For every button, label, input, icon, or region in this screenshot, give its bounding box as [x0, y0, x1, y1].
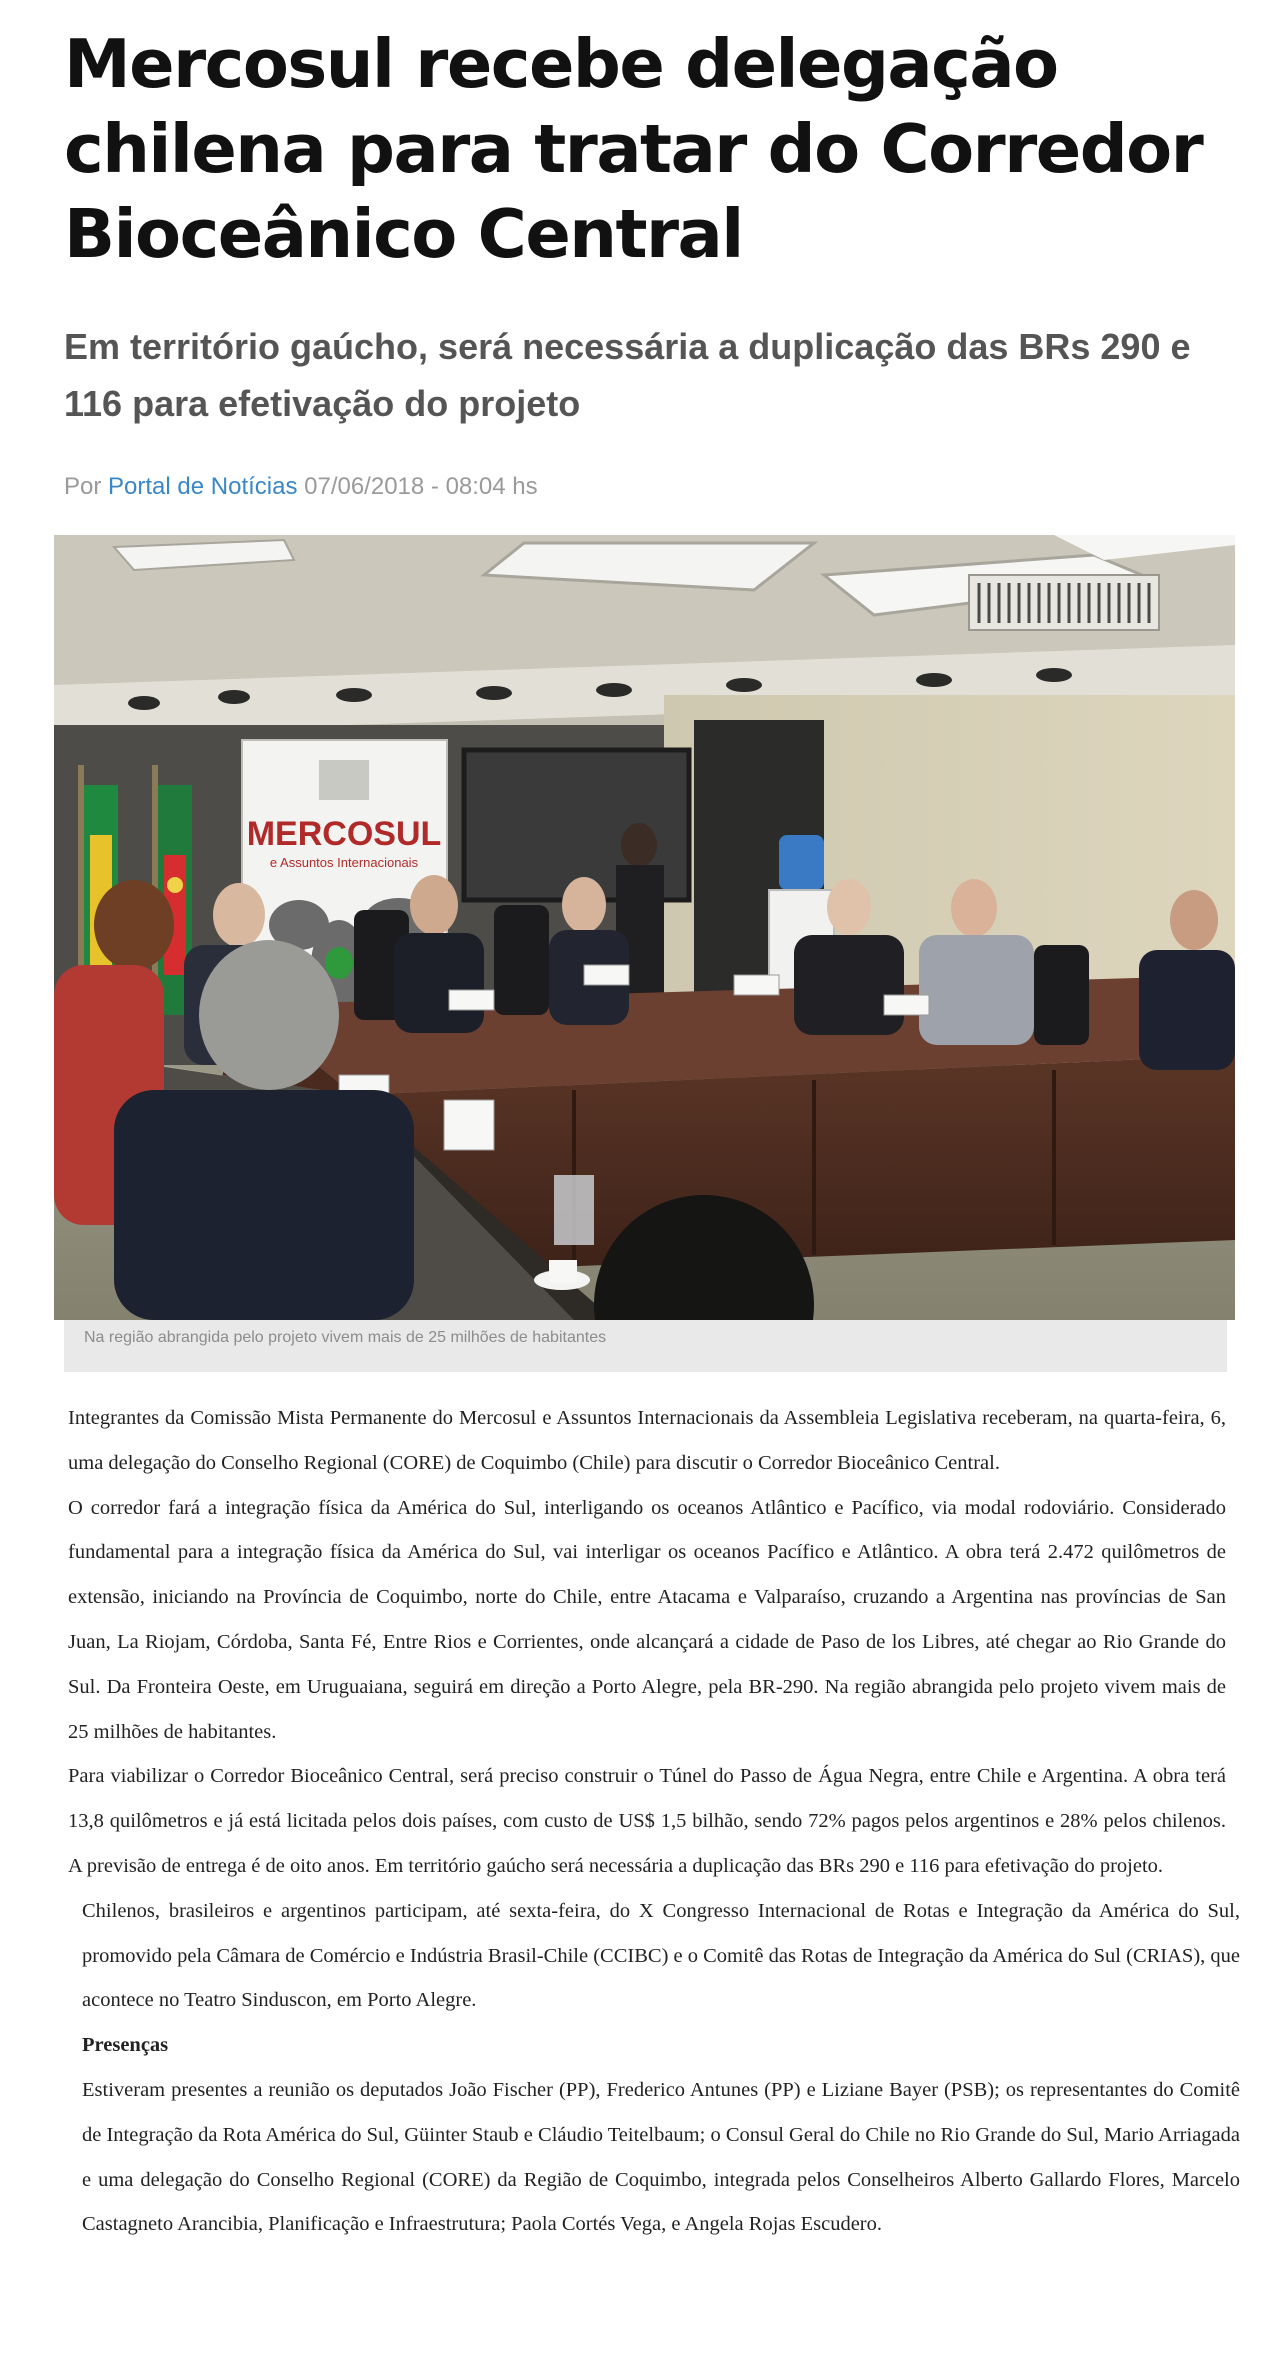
article-body — [68, 1396, 1240, 2247]
byline-prefix: Por — [64, 473, 102, 500]
congress-paragraph: Chilenos, brasileiros e argentinos participam, até sexta-feira, do X Congresso Internacional de Rotas e Integração da América do Sul, promovido pela Câmara de Comércio e Indústria Brasil-Chile (CCIBC) e o Comitê das Rotas de Integração da América do Sul (CRIAS), que acontece no Teatro Sinduscon, em Porto Alegre. — [82, 1899, 1240, 2012]
banner-subtitle: e Assuntos Internacionais — [269, 855, 419, 870]
banner-title: MERCOSUL — [246, 815, 442, 853]
indented-section — [68, 1889, 1240, 2247]
article-photo — [54, 535, 1235, 1320]
body-paragraph: Integrantes da Comissão Mista Permanente do Mercosul e Assuntos Internacionais da Assembleia Legislativa receberam, na quarta-feira, 6, uma delegação do Conselho Regional (CORE) de Coquimbo (Chile) para discutir o Corredor Bioceânico Central. — [68, 1407, 1226, 1474]
author-link[interactable]: Portal de Notícias — [108, 473, 298, 500]
body-paragraph: Para viabilizar o Corredor Bioceânico Central, será preciso construir o Túnel do Passo de Água Negra, entre Chile e Argentina. A obra terá 13,8 quilômetros e já está licitada pelos dois países, com custo de US$ 1,5 bilhão, sendo 72% pagos pelos argentinos e 28% pelos chilenos. A previsão de entrega é de oito anos. Em território gaúcho será necessária a duplicação das BRs 290 e 116 para efetivação do projeto. — [68, 1765, 1226, 1877]
presencas-paragraph: Estiveram presentes a reunião os deputados João Fischer (PP), Frederico Antunes (PP) e Liziane Bayer (PSB); os representantes do Comitê de Integração da Rota América do Sul, Güinter Staub e Cláudio Teitelbaum; o Consul Geral do Chile no Rio Grande do Sul, Mario Arriagada e uma delegação do Conselho Regional (CORE) da Região de Coquimbo, integrada pelos Conselheiros Alberto Gallardo Flores, Marcelo Castagneto Arancibia, Planificação e Infraestrutura; Paola Cortés Vega, e Angela Rojas Escudero. — [82, 2078, 1240, 2236]
presencas-heading: Presenças — [82, 2034, 169, 2057]
photo-caption: Na região abrangida pelo projeto vivem mais de 25 milhões de habitantes — [64, 1320, 1227, 1372]
body-paragraph: O corredor fará a integração física da América do Sul, interligando os oceanos Atlântico e Pacífico, via modal rodoviário. Considerado fundamental para a integração física da América do Sul, vai interligar os oceanos Pacífico e Atlântico. A obra terá 2.472 quilômetros de extensão, iniciando na Província de Coquimbo, norte do Chile, entre Atacama e Valparaíso, cruzando a Argentina nas províncias de San Juan, La Riojam, Córdoba, Santa Fé, Entre Rios e Corrientes, onde alcançará a cidade de Paso de los Libres, até chegar ao Rio Grande do Sul. Da Fronteira Oeste, em Uruguaiana, seguirá em direção a Porto Alegre, pela BR-290. Na região abrangida pelo projeto vivem mais de 25 milhões de habitantes. — [68, 1496, 1226, 1743]
publish-datetime: 07/06/2018 - 08:04 hs — [304, 473, 538, 500]
article-subtitle: Em território gaúcho, será necessária a duplicação das BRs 290 e 116 para efetivação do projeto — [64, 326, 1191, 424]
article-byline — [64, 472, 538, 502]
article-headline: Mercosul recebe delegação chilena para tratar do Corredor Bioceânico Central — [64, 25, 1203, 273]
